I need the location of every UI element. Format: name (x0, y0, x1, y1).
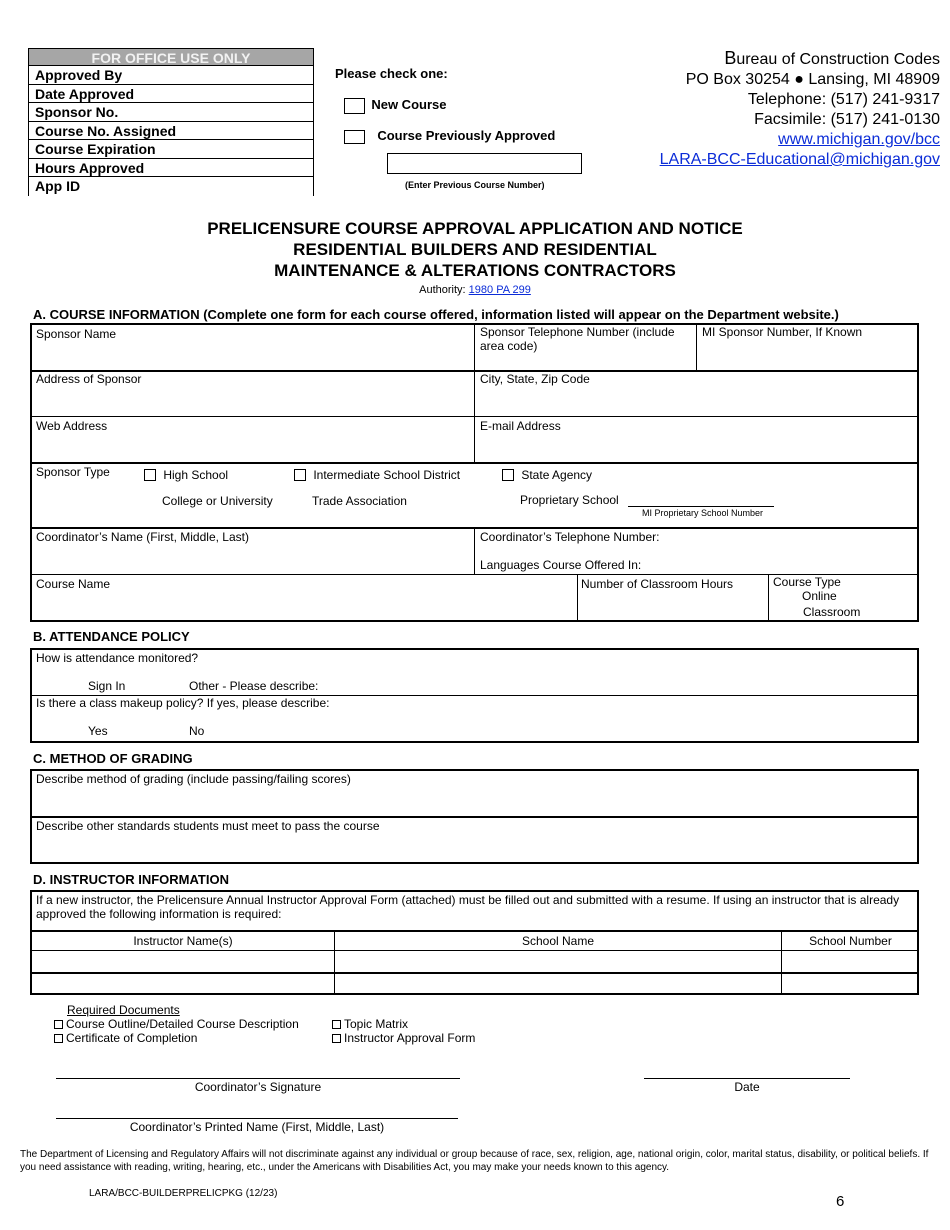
form-id: LARA/BCC-BUILDERPRELICPKG (12/23) (89, 1188, 278, 1199)
other-standards-field[interactable]: Describe other standards students must meet to pass the course (36, 819, 380, 833)
sponsor-name-field[interactable]: Sponsor Name (36, 327, 117, 341)
coordinator-name-field[interactable]: Coordinator’s Name (First, Middle, Last) (36, 530, 249, 544)
check-one-prompt: Please check one: (335, 66, 448, 81)
languages-field[interactable]: Languages Course Offered In: (480, 558, 642, 572)
coordinator-signature-line[interactable] (56, 1078, 460, 1079)
office-row-app-id[interactable]: App ID (28, 177, 314, 196)
required-documents-heading: Required Documents (67, 1003, 180, 1017)
office-row-hours-approved[interactable]: Hours Approved (28, 159, 314, 178)
attendance-sign-in-option[interactable]: Sign In (88, 679, 126, 693)
topic-matrix-checkbox[interactable] (332, 1020, 341, 1029)
required-doc-certificate[interactable]: Certificate of Completion (54, 1031, 197, 1045)
certificate-checkbox[interactable] (54, 1034, 63, 1043)
attendance-question: How is attendance monitored? (36, 651, 199, 665)
office-row-approved-by[interactable]: Approved By (28, 66, 314, 85)
course-type-online[interactable]: Online (802, 589, 837, 603)
makeup-no-option[interactable]: No (189, 724, 205, 738)
office-row-date-approved[interactable]: Date Approved (28, 85, 314, 104)
grading-method-field[interactable]: Describe method of grading (include passing/failing scores) (36, 772, 351, 786)
bureau-contact (660, 48, 940, 170)
date-line[interactable] (644, 1078, 850, 1079)
page-title: PRELICENSURE COURSE APPROVAL APPLICATION AND NOTICE RESIDENTIAL BUILDERS AND RESIDENTIAL MAINTENANCE & ALTERATIONS CONTRACTORS (207, 219, 743, 280)
course-type-label: Course Type (773, 575, 841, 589)
makeup-policy-question: Is there a class makeup policy? If yes, please describe: (36, 696, 330, 710)
email-address-field[interactable]: E-mail Address (480, 419, 561, 433)
bureau-email-link[interactable]: LARA-BCC-Educational@michigan.gov (659, 151, 940, 168)
section-b-heading: B. ATTENDANCE POLICY (33, 629, 190, 644)
new-course-checkbox[interactable] (344, 98, 365, 114)
date-label: Date (734, 1080, 760, 1094)
bureau-telephone: Telephone: (517) 241-9317 (747, 91, 940, 108)
sponsor-type-label: Sponsor Type (36, 465, 110, 479)
sponsor-phone-field[interactable]: Sponsor Telephone Number (include area code) (480, 325, 675, 353)
sponsor-type-trade[interactable]: Trade Association (312, 494, 407, 508)
high-school-checkbox[interactable] (144, 469, 156, 481)
authority-line: Authority: 1980 PA 299 (419, 284, 531, 296)
mi-sponsor-number-field[interactable]: MI Sponsor Number, If Known (702, 325, 863, 339)
course-name-field[interactable]: Course Name (36, 577, 111, 591)
required-doc-outline[interactable]: Course Outline/Detailed Course Description (54, 1017, 299, 1031)
state-agency-checkbox[interactable] (502, 469, 514, 481)
coordinator-phone-field[interactable]: Coordinator’s Telephone Number: (480, 530, 660, 544)
makeup-yes-option[interactable]: Yes (88, 724, 108, 738)
instructor-note: If a new instructor, the Prelicensure Annual Instructor Approval Form (attached) must be filled out and submitted with a resume. If using an instructor that is already approved the following information is required: (36, 893, 900, 921)
non-discrimination-disclaimer: The Department of Licensing and Regulatory Affairs will not discriminate against any individual or group because of race, sex, religion, age, national origin, color, marital status, disability, or political beliefs. If you need assistance with reading, writing, hearing, etc., under the Americans with Disabilities Act, you may make your needs known to this agency. (20, 1149, 929, 1173)
office-row-sponsor-no[interactable]: Sponsor No. (28, 103, 314, 122)
previously-approved-checkbox[interactable] (344, 130, 365, 144)
authority-link[interactable]: 1980 PA 299 (468, 284, 531, 296)
outline-checkbox[interactable] (54, 1020, 63, 1029)
office-use-box (28, 48, 314, 196)
instructor-form-checkbox[interactable] (332, 1034, 341, 1043)
required-doc-instructor-form[interactable]: Instructor Approval Form (332, 1031, 475, 1045)
previously-approved-label: Course Previously Approved (377, 128, 556, 143)
section-d-heading: D. INSTRUCTOR INFORMATION (33, 872, 229, 887)
sponsor-type-high-school[interactable]: High School (140, 466, 232, 484)
attendance-other-option[interactable]: Other - Please describe: (189, 679, 319, 693)
previously-approved-option[interactable] (344, 128, 555, 144)
course-type-classroom[interactable]: Classroom (803, 605, 861, 619)
previous-course-number-caption: (Enter Previous Course Number) (405, 180, 545, 190)
page-number: 6 (836, 1193, 845, 1210)
web-address-field[interactable]: Web Address (36, 419, 108, 433)
proprietary-number-line[interactable] (628, 506, 774, 507)
sponsor-type-college[interactable]: College or University (162, 494, 273, 508)
classroom-hours-field[interactable]: Number of Classroom Hours (581, 577, 734, 591)
new-course-option[interactable] (344, 97, 446, 114)
sponsor-type-proprietary[interactable]: Proprietary School (520, 493, 619, 507)
printed-name-label: Coordinator’s Printed Name (First, Middle, Last) (129, 1120, 385, 1134)
office-row-course-expiration[interactable]: Course Expiration (28, 140, 314, 159)
section-c-heading: C. METHOD OF GRADING (33, 751, 193, 766)
bureau-name: Bureau of Construction Codes (724, 48, 940, 68)
instructor-name-column: Instructor Name(s) (133, 934, 233, 948)
coordinator-signature-label: Coordinator’s Signature (194, 1080, 322, 1094)
sponsor-address-field[interactable]: Address of Sponsor (36, 372, 142, 386)
table-row[interactable] (32, 974, 917, 994)
sponsor-type-isd[interactable]: Intermediate School District (290, 466, 464, 484)
table-row[interactable] (32, 952, 917, 972)
proprietary-number-caption: MI Proprietary School Number (642, 508, 764, 518)
isd-checkbox[interactable] (294, 469, 306, 481)
new-course-label: New Course (371, 97, 447, 112)
bureau-address: PO Box 30254 ● Lansing, MI 48909 (685, 71, 940, 88)
office-use-header: FOR OFFICE USE ONLY (28, 48, 314, 66)
school-number-column: School Number (809, 934, 892, 948)
section-a-heading: A. COURSE INFORMATION (Complete one form for each course offered, information listed will appear on the Department website.) (33, 307, 839, 322)
office-row-course-no[interactable]: Course No. Assigned (28, 122, 314, 141)
printed-name-line[interactable] (56, 1118, 458, 1119)
required-doc-topic-matrix[interactable]: Topic Matrix (332, 1017, 408, 1031)
sponsor-type-state-agency[interactable]: State Agency (498, 466, 596, 484)
bureau-facsimile: Facsimile: (517) 241-0130 (754, 111, 940, 128)
previous-course-number-input[interactable] (387, 153, 582, 174)
city-state-zip-field[interactable]: City, State, Zip Code (480, 372, 590, 386)
bureau-website-link[interactable]: www.michigan.gov/bcc (778, 131, 940, 148)
school-name-column: School Name (521, 934, 595, 948)
